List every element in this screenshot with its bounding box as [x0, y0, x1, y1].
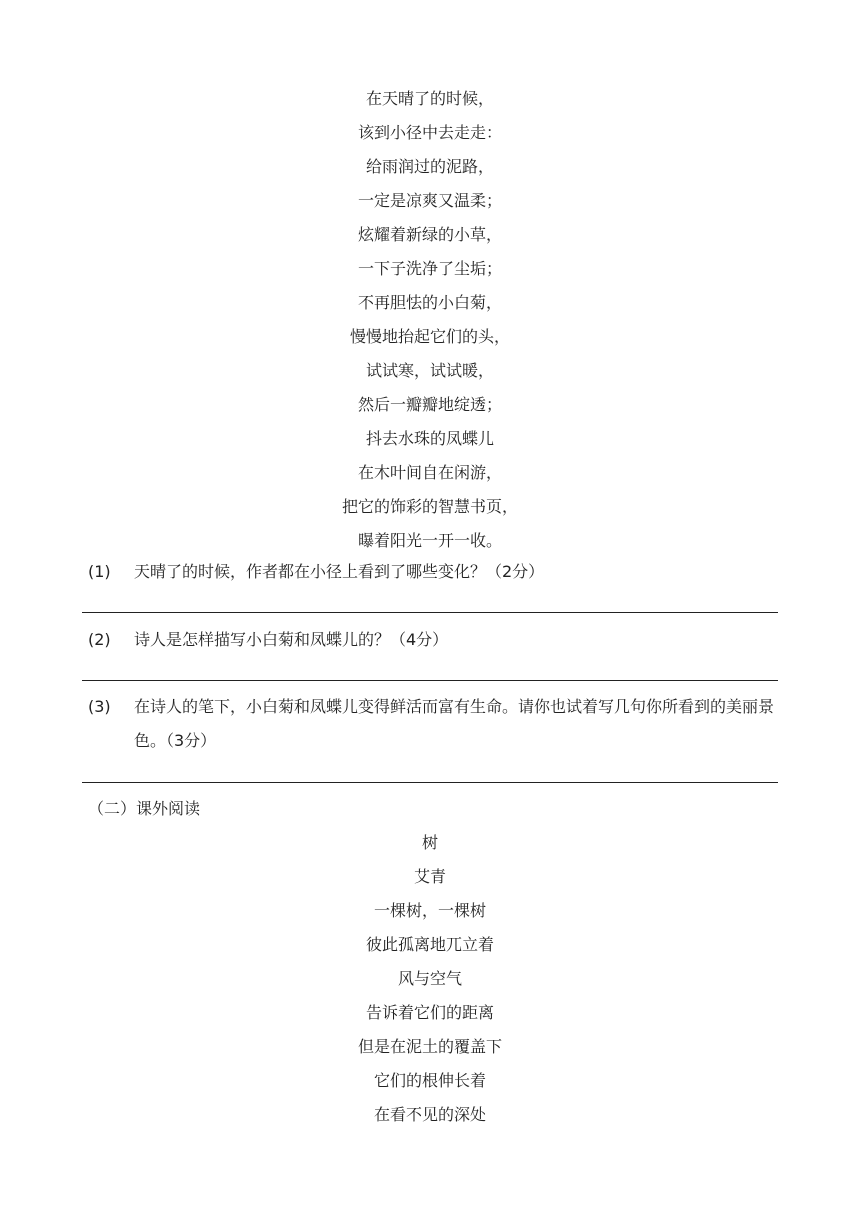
poem-line: 不再胆怯的小白菊， [357, 293, 502, 312]
poem-line: 曝着阳光一开一收。 [357, 531, 502, 550]
question-text: 在诗人的笔下，小白菊和凤蝶儿变得鲜活而富有生命。请你也试着写几句你所看到的美丽景色。（3分） [134, 697, 775, 750]
poem-line: 炫耀着新绿的小草， [357, 225, 502, 244]
poem-line: 在天晴了的时候， [365, 89, 494, 108]
poem-line: 它们的根伸长着 [373, 1071, 486, 1090]
poem-stanza [0, 82, 860, 558]
poem-line: 试试寒，试试暖， [365, 361, 494, 380]
poem-line: 抖去水珠的凤蝶儿 [365, 429, 494, 448]
poem-line: 告诉着它们的距离 [365, 1003, 494, 1022]
answer-line [82, 782, 778, 783]
question-text: 天晴了的时候，作者都在小径上看到了哪些变化？（2分） [134, 562, 545, 581]
poem-author: 艾青 [413, 867, 446, 886]
poem-title: 树 [421, 833, 438, 852]
question-text: 诗人是怎样描写小白菊和凤蝶儿的？（4分） [134, 630, 449, 649]
question-2 [88, 623, 788, 657]
poem-line: 慢慢地抬起它们的头， [349, 327, 510, 346]
question-1 [88, 555, 788, 589]
poem-line: 一定是凉爽又温柔； [357, 191, 502, 210]
question-number: (3) [88, 697, 111, 716]
poem-line: 给雨润过的泥路， [365, 157, 494, 176]
poem-line: 但是在泥土的覆盖下 [357, 1037, 502, 1056]
poem-line: 一下子洗净了尘垢； [357, 259, 502, 278]
answer-line [82, 680, 778, 681]
poem-tree [0, 826, 860, 1132]
poem-line: 把它的饰彩的智慧书页， [341, 497, 518, 516]
poem-line: 该到小径中去走走： [357, 123, 502, 142]
question-3 [88, 690, 788, 758]
poem-line: 在看不见的深处 [373, 1105, 486, 1124]
answer-line [82, 612, 778, 613]
poem-line: 在木叶间自在闲游， [357, 463, 502, 482]
poem-line: 然后一瓣瓣地绽透； [357, 395, 502, 414]
section-heading: （二）课外阅读 [88, 799, 201, 818]
question-number: (1) [88, 562, 111, 581]
poem-line: 彼此孤离地兀立着 [365, 935, 494, 954]
poem-line: 风与空气 [397, 969, 462, 988]
question-number: (2) [88, 630, 111, 649]
poem-line: 一棵树，一棵树 [373, 901, 486, 920]
